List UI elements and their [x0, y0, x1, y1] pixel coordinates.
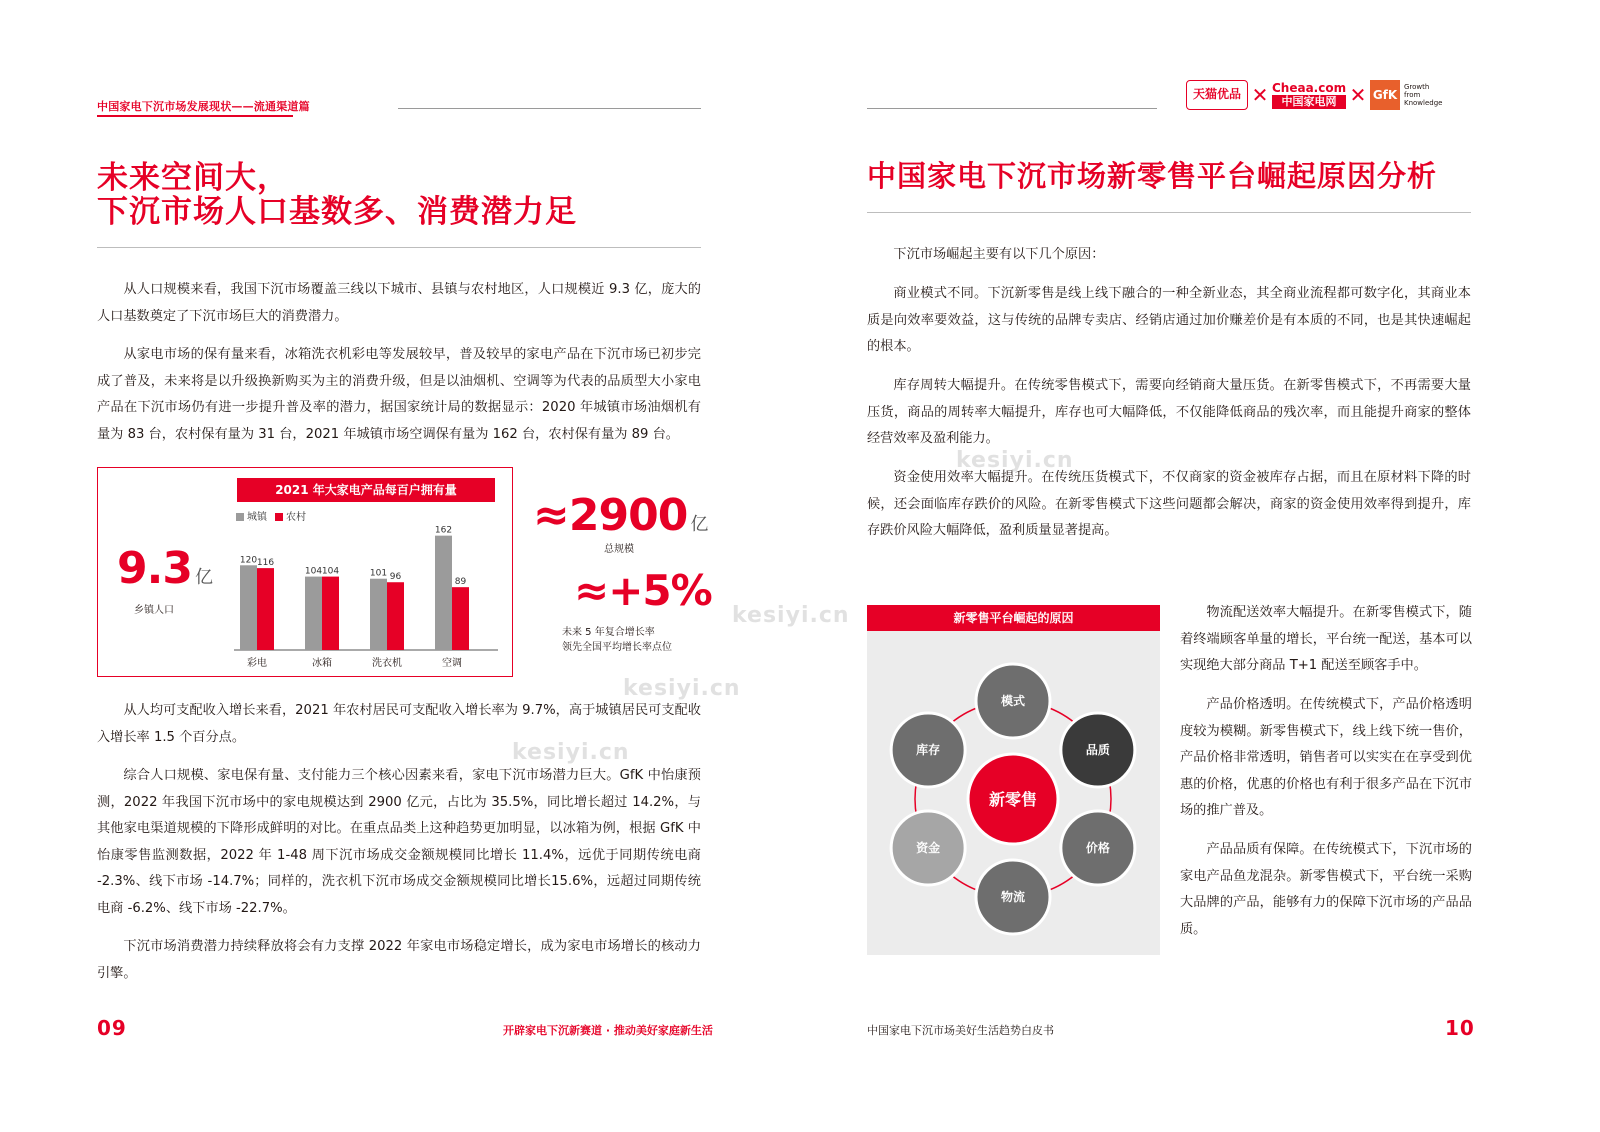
- partner-logos: [1186, 78, 1442, 112]
- diagram-center-label: 新零售: [988, 790, 1038, 809]
- section-tag: 中国家电下沉市场发展现状——流通渠道篇: [97, 100, 310, 113]
- page-number-left: 09: [97, 1016, 127, 1040]
- section-tag-underline: [97, 115, 293, 117]
- scale-figure: [533, 490, 707, 541]
- page-title-line-2: 下沉市场人口基数多、消费潜力足: [97, 194, 577, 230]
- side-paragraph-1: 物流配送效率大幅提升。在新零售模式下，随着终端顾客单量的增长，平台统一配送，基本可以实现绝大部分商品 T+1 配送至顾客手中。: [1180, 605, 1472, 673]
- cross-icon: ✕: [1251, 83, 1269, 107]
- population-value: 9.3: [117, 543, 192, 594]
- right-paragraph-3: 资金使用效率大幅提升。在传统压货模式下，不仅商家的资金被库存占据，而且在原材料下降的时候，还会面临库存跌价的风险。在新零售模式下这些问题都会解决，商家的资金使用效率得到提升，库存跌价风险大幅降低，盈利质量显著提高。: [867, 470, 1471, 538]
- right-paragraph-2: 库存周转大幅提升。在传统零售模式下，需要向经销商大量压货。在新零售模式下，不再需要大量压货，商品的周转率大幅提升，库存也可大幅降低，不仅能降低商品的残次率，而且能提升商家的整体经营效率及盈利能力。: [867, 378, 1471, 446]
- paragraph-5: 下沉市场消费潜力持续释放将会有力支撑 2022 年家电市场稳定增长，成为家电市场增长的核动力引擎。: [97, 939, 701, 981]
- watermark-4: kesiyi.cn: [956, 448, 1074, 473]
- bar-value-label: 96: [389, 572, 402, 583]
- right-intro: 下沉市场崛起主要有以下几个原因：: [893, 247, 1105, 262]
- bar-彩电-城镇: [240, 565, 257, 650]
- scale-value: ≈2900: [533, 490, 688, 541]
- scale-caption: 总规模: [604, 544, 634, 555]
- header-rule-right: [867, 108, 1157, 109]
- paragraph-4: 综合人口规模、家电保有量、支付能力三个核心因素来看，家电下沉市场潜力巨大。GfK 中怡康预测，2022 年我国下沉市场中的家电规模达到 2900 亿元，占比为 35.5%，同比增长超过 14.2%，与其他家电渠道规模的下降形成鲜明的对比。在重点品类上这种趋势更加明显，以冰箱为例，根据 GfK 中怡康零售监测数据，2022 年 1-48 周下沉市场成交金额规模同比增长 11.4%，远优于同期传统电商 -2.3%、线下市场 -14.7%；同样的，洗衣机下沉市场成交金额规模同比增长15.6%，远超过同期传统电商 -6.2%、线下市场 -22.7%。: [97, 768, 701, 916]
- tmall-logo-text: 天猫优品: [1192, 87, 1241, 101]
- gfk-tagline: [1404, 83, 1442, 107]
- watermark-3: kesiyi.cn: [512, 740, 630, 765]
- footer-title: 中国家电下沉市场美好生活趋势白皮书: [867, 1024, 1054, 1037]
- bar-value-label: 104: [321, 566, 340, 577]
- diagram-node-label: 品质: [1085, 743, 1110, 757]
- x-tick-label: 空调: [442, 658, 462, 669]
- bar-洗衣机-城镇: [370, 579, 387, 650]
- tmall-logo: [1186, 80, 1248, 110]
- title-divider: [97, 247, 701, 248]
- right-page-title: 中国家电下沉市场新零售平台崛起原因分析: [867, 159, 1438, 193]
- scale-unit: 亿: [690, 514, 708, 535]
- x-tick-label: 冰箱: [312, 658, 332, 669]
- reasons-diagram-title: 新零售平台崛起的原因: [867, 605, 1160, 631]
- diagram-node-label: 物流: [1000, 890, 1026, 904]
- gfk-logo: [1370, 80, 1442, 110]
- bar-value-label: 162: [434, 525, 453, 536]
- reasons-diagram: [867, 631, 1160, 955]
- population-caption: 乡镇人口: [134, 605, 174, 616]
- population-figure: [117, 543, 212, 594]
- bar-value-label: 89: [454, 577, 467, 588]
- watermark-1: kesiyi.cn: [732, 603, 850, 628]
- paragraph-2: 从家电市场的保有量来看，冰箱洗衣机彩电等发展较早，普及较早的家电产品在下沉市场已初步完成了普及，未来将是以升级换新购买为主的消费升级，但是以油烟机、空调等为代表的品质型大小家电产品在下沉市场仍有进一步提升普及率的潜力，据国家统计局的数据显示：2020 年城镇市场油烟机有量为 83 台，农村保有量为 31 台，2021 年城镇市场空调保有量为 162 台，农村保有量为 89 台。: [97, 347, 701, 442]
- header-rule: [398, 108, 701, 109]
- legend-label-urban: 城镇: [247, 512, 267, 523]
- right-title-divider: [867, 212, 1471, 213]
- bar-洗衣机-农村: [387, 582, 404, 650]
- bar-冰箱-农村: [322, 577, 339, 650]
- diagram-node-label: 价格: [1085, 841, 1110, 855]
- bar-value-label: 120: [239, 555, 258, 566]
- diagram-node-label: 库存: [916, 743, 941, 757]
- page-number-right: 10: [1445, 1016, 1475, 1040]
- bar-value-label: 101: [369, 568, 388, 579]
- bar-冰箱-城镇: [305, 577, 322, 650]
- paragraph-3: 从人均可支配收入增长来看，2021 年农村居民可支配收入增长率为 9.7%，高于城镇居民可支配收入增长率 1.5 个百分点。: [97, 703, 701, 745]
- gfk-tagline-2: from: [1404, 91, 1421, 99]
- x-tick-label: 彩电: [247, 658, 267, 669]
- bar-value-label: 104: [304, 566, 323, 577]
- legend-label-rural: 农村: [286, 512, 306, 523]
- paragraph-1: 从人口规模来看，我国下沉市场覆盖三线以下城市、县镇与农村地区，人口规模近 9.3 亿，庞大的人口基数奠定了下沉市场巨大的消费潜力。: [97, 282, 701, 324]
- side-paragraph-2: 产品价格透明。在传统模式下，产品价格透明度较为模糊。新零售模式下，线上线下统一售价，产品价格非常透明，销售者可以实实在在享受到优惠的价格，优惠的价格也有利于很多产品在下沉市场的推广普及。: [1180, 697, 1472, 818]
- bar-chart: [230, 512, 505, 672]
- side-paragraph-3: 产品品质有保障。在传统模式下，下沉市场的家电产品鱼龙混杂。新零售模式下，平台统一采购大品牌的产品，能够有力的保障下沉市场的产品品质。: [1180, 842, 1472, 937]
- cheaa-logo-top: Cheaa.com: [1272, 81, 1347, 95]
- bar-空调-城镇: [435, 536, 452, 650]
- bar-空调-农村: [452, 587, 469, 650]
- x-tick-label: 洗衣机: [372, 658, 402, 669]
- growth-value: ≈+5%: [574, 566, 712, 615]
- growth-caption-2: 领先全国平均增长率点位: [562, 642, 672, 653]
- population-unit: 亿: [194, 567, 212, 588]
- watermark-2: kesiyi.cn: [623, 676, 741, 701]
- bar-value-label: 116: [256, 558, 275, 569]
- gfk-logo-mark: GfK: [1370, 80, 1400, 110]
- page-title-line-1: 未来空间大，: [97, 160, 289, 196]
- diagram-node-label: 模式: [1000, 694, 1026, 708]
- right-paragraph-1: 商业模式不同。下沉新零售是线上线下融合的一种全新业态，其全商业流程都可数字化，其商业本质是向效率要效益，这与传统的品牌专卖店、经销店通过加价赚差价是有本质的不同，也是其快速崛起的根本。: [867, 286, 1471, 354]
- growth-caption-1: 未来 5 年复合增长率: [562, 627, 655, 638]
- cheaa-logo: [1272, 81, 1346, 109]
- gfk-tagline-1: Growth: [1404, 83, 1430, 91]
- chart-title: 2021 年大家电产品每百户拥有量: [237, 478, 495, 502]
- footer-slogan: 开辟家电下沉新赛道 · 推动美好家庭新生活: [503, 1024, 713, 1037]
- cheaa-logo-bottom: 中国家电网: [1272, 95, 1346, 109]
- cross-icon: ✕: [1349, 83, 1367, 107]
- bar-彩电-农村: [257, 568, 274, 650]
- gfk-tagline-3: Knowledge: [1404, 99, 1443, 107]
- diagram-node-label: 资金: [916, 841, 941, 855]
